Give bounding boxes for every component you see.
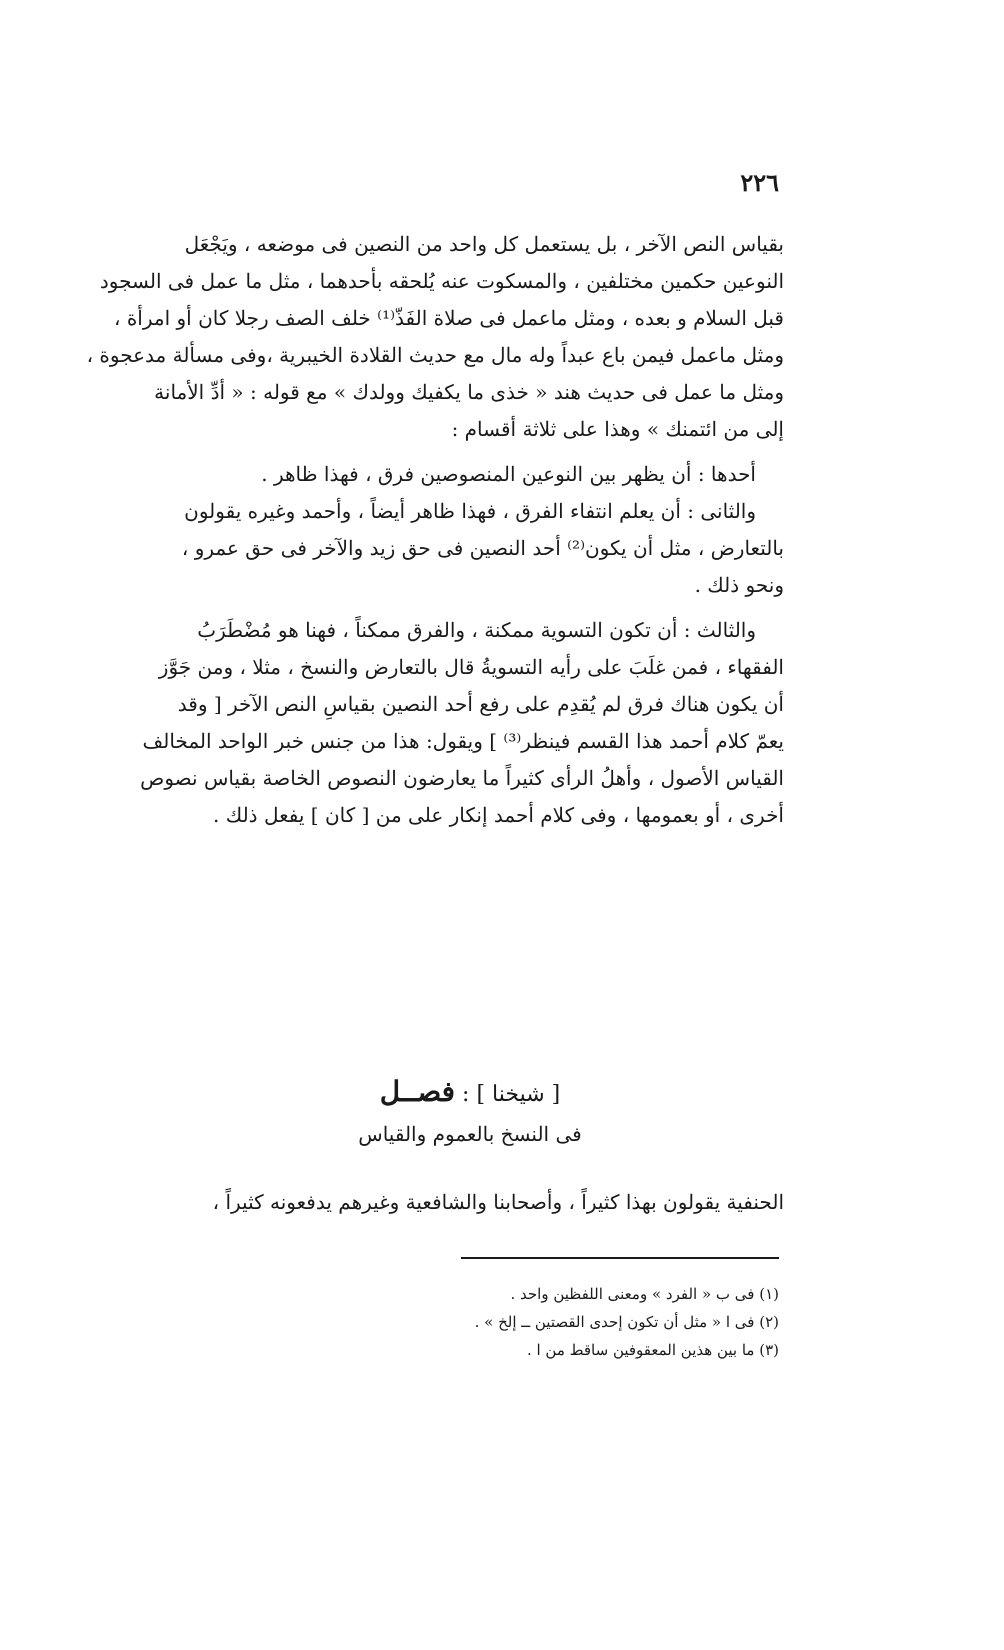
paragraph-3 [81, 493, 784, 604]
section-heading-subtitle: فى النسخ بالعموم والقياس [358, 1122, 582, 1146]
text-line: ومثل ما عمل فى حديث هند « خذى ما يكفيك وولدك » مع قوله : « أدِّ الأمانة [154, 380, 784, 404]
paragraph-4 [81, 612, 784, 834]
text-line: والثالث : أن تكون التسوية ممكنة ، والفرق ممكناً ، فهنا هو مُضْطَرَبُ [197, 618, 756, 642]
paragraph-2 [81, 456, 784, 493]
text-line: بالتعارض ، مثل أن يكون⁽²⁾ أحد النصين فى حق زيد والآخر فى حق عمرو ، [181, 536, 784, 560]
text-line: ونحو ذلك . [694, 573, 784, 597]
footnote-divider [461, 1257, 779, 1259]
text-line: يعمّ كلام أحمد هذا القسم فينظر⁽³⁾ ] ويقول: هذا من جنس خبر الواحد المخالف [142, 729, 784, 753]
section-heading-prefix: [ شيخنا ] : [462, 1082, 561, 1107]
text-line: أخرى ، أو بعمومها ، وفى كلام أحمد إنكار على من [ كان ] يفعل ذلك . [213, 803, 784, 827]
text-line: الفقهاء ، فمن غلَبَ على رأيه التسويةُ قال بالتعارض والنسخ ، مثلا ، ومن جَوَّز [158, 655, 784, 679]
paragraph-1 [81, 226, 784, 448]
text-line: القياس الأصول ، وأهلُ الرأى كثيراً ما يعارضون النصوص الخاصة بقياس نصوص [140, 766, 784, 790]
text-line: ومثل ماعمل فيمن باع عبداً وله مال مع حديث القلادة الخيبرية ،وفى مسألة مدعجوة ، [86, 343, 784, 367]
footnote: (٣) ما بين هذين المعقوفين ساقط من ا . [526, 1341, 779, 1359]
footnote: (٢) فى ا « مثل أن تكون إحدى القصتين ــ إلخ » . [474, 1313, 779, 1331]
text-line: أحدها : أن يظهر بين النوعين المنصوصين فرق ، فهذا ظاهر . [261, 462, 756, 486]
main-text [81, 226, 784, 834]
text-line: بقياس النص الآخر ، بل يستعمل كل واحد من النصين فى موضعه ، ويَجْعَل [184, 232, 784, 256]
section-heading-title: فصــل [379, 1075, 456, 1108]
section-heading-main [220, 1072, 720, 1115]
footnote: (١) فى ب « الفرد » ومعنى اللفظين واحد . [510, 1285, 779, 1303]
text-line: الحنفية يقولون بهذا كثيراً ، وأصحابنا والشافعية وغيرهم يدفعونه كثيراً ، [212, 1190, 784, 1214]
text-line: النوعين حكمين مختلفين ، والمسكوت عنه يُلحقه بأحدهما ، مثل ما عمل فى السجود [99, 269, 784, 293]
page-number: ٢٢٦ [740, 168, 779, 197]
text-line: قبل السلام و بعده ، ومثل ماعمل فى صلاة الفَذّ⁽¹⁾ خلف الصف رجلا كان أو امرأة ، [114, 306, 784, 330]
text-line: إلى من ائتمنك » وهذا على ثلاثة أقسام : [451, 417, 784, 441]
footnotes [279, 1280, 779, 1364]
text-line: أن يكون هناك فرق لم يُقدِم على رفع أحد النصين بقياسِ النص الآخر [ وقد [177, 692, 784, 716]
section-heading [220, 1072, 720, 1153]
text-line: والثانى : أن يعلم انتفاء الفرق ، فهذا ظاهر أيضاً ، وأحمد وغيره يقولون [184, 499, 756, 523]
